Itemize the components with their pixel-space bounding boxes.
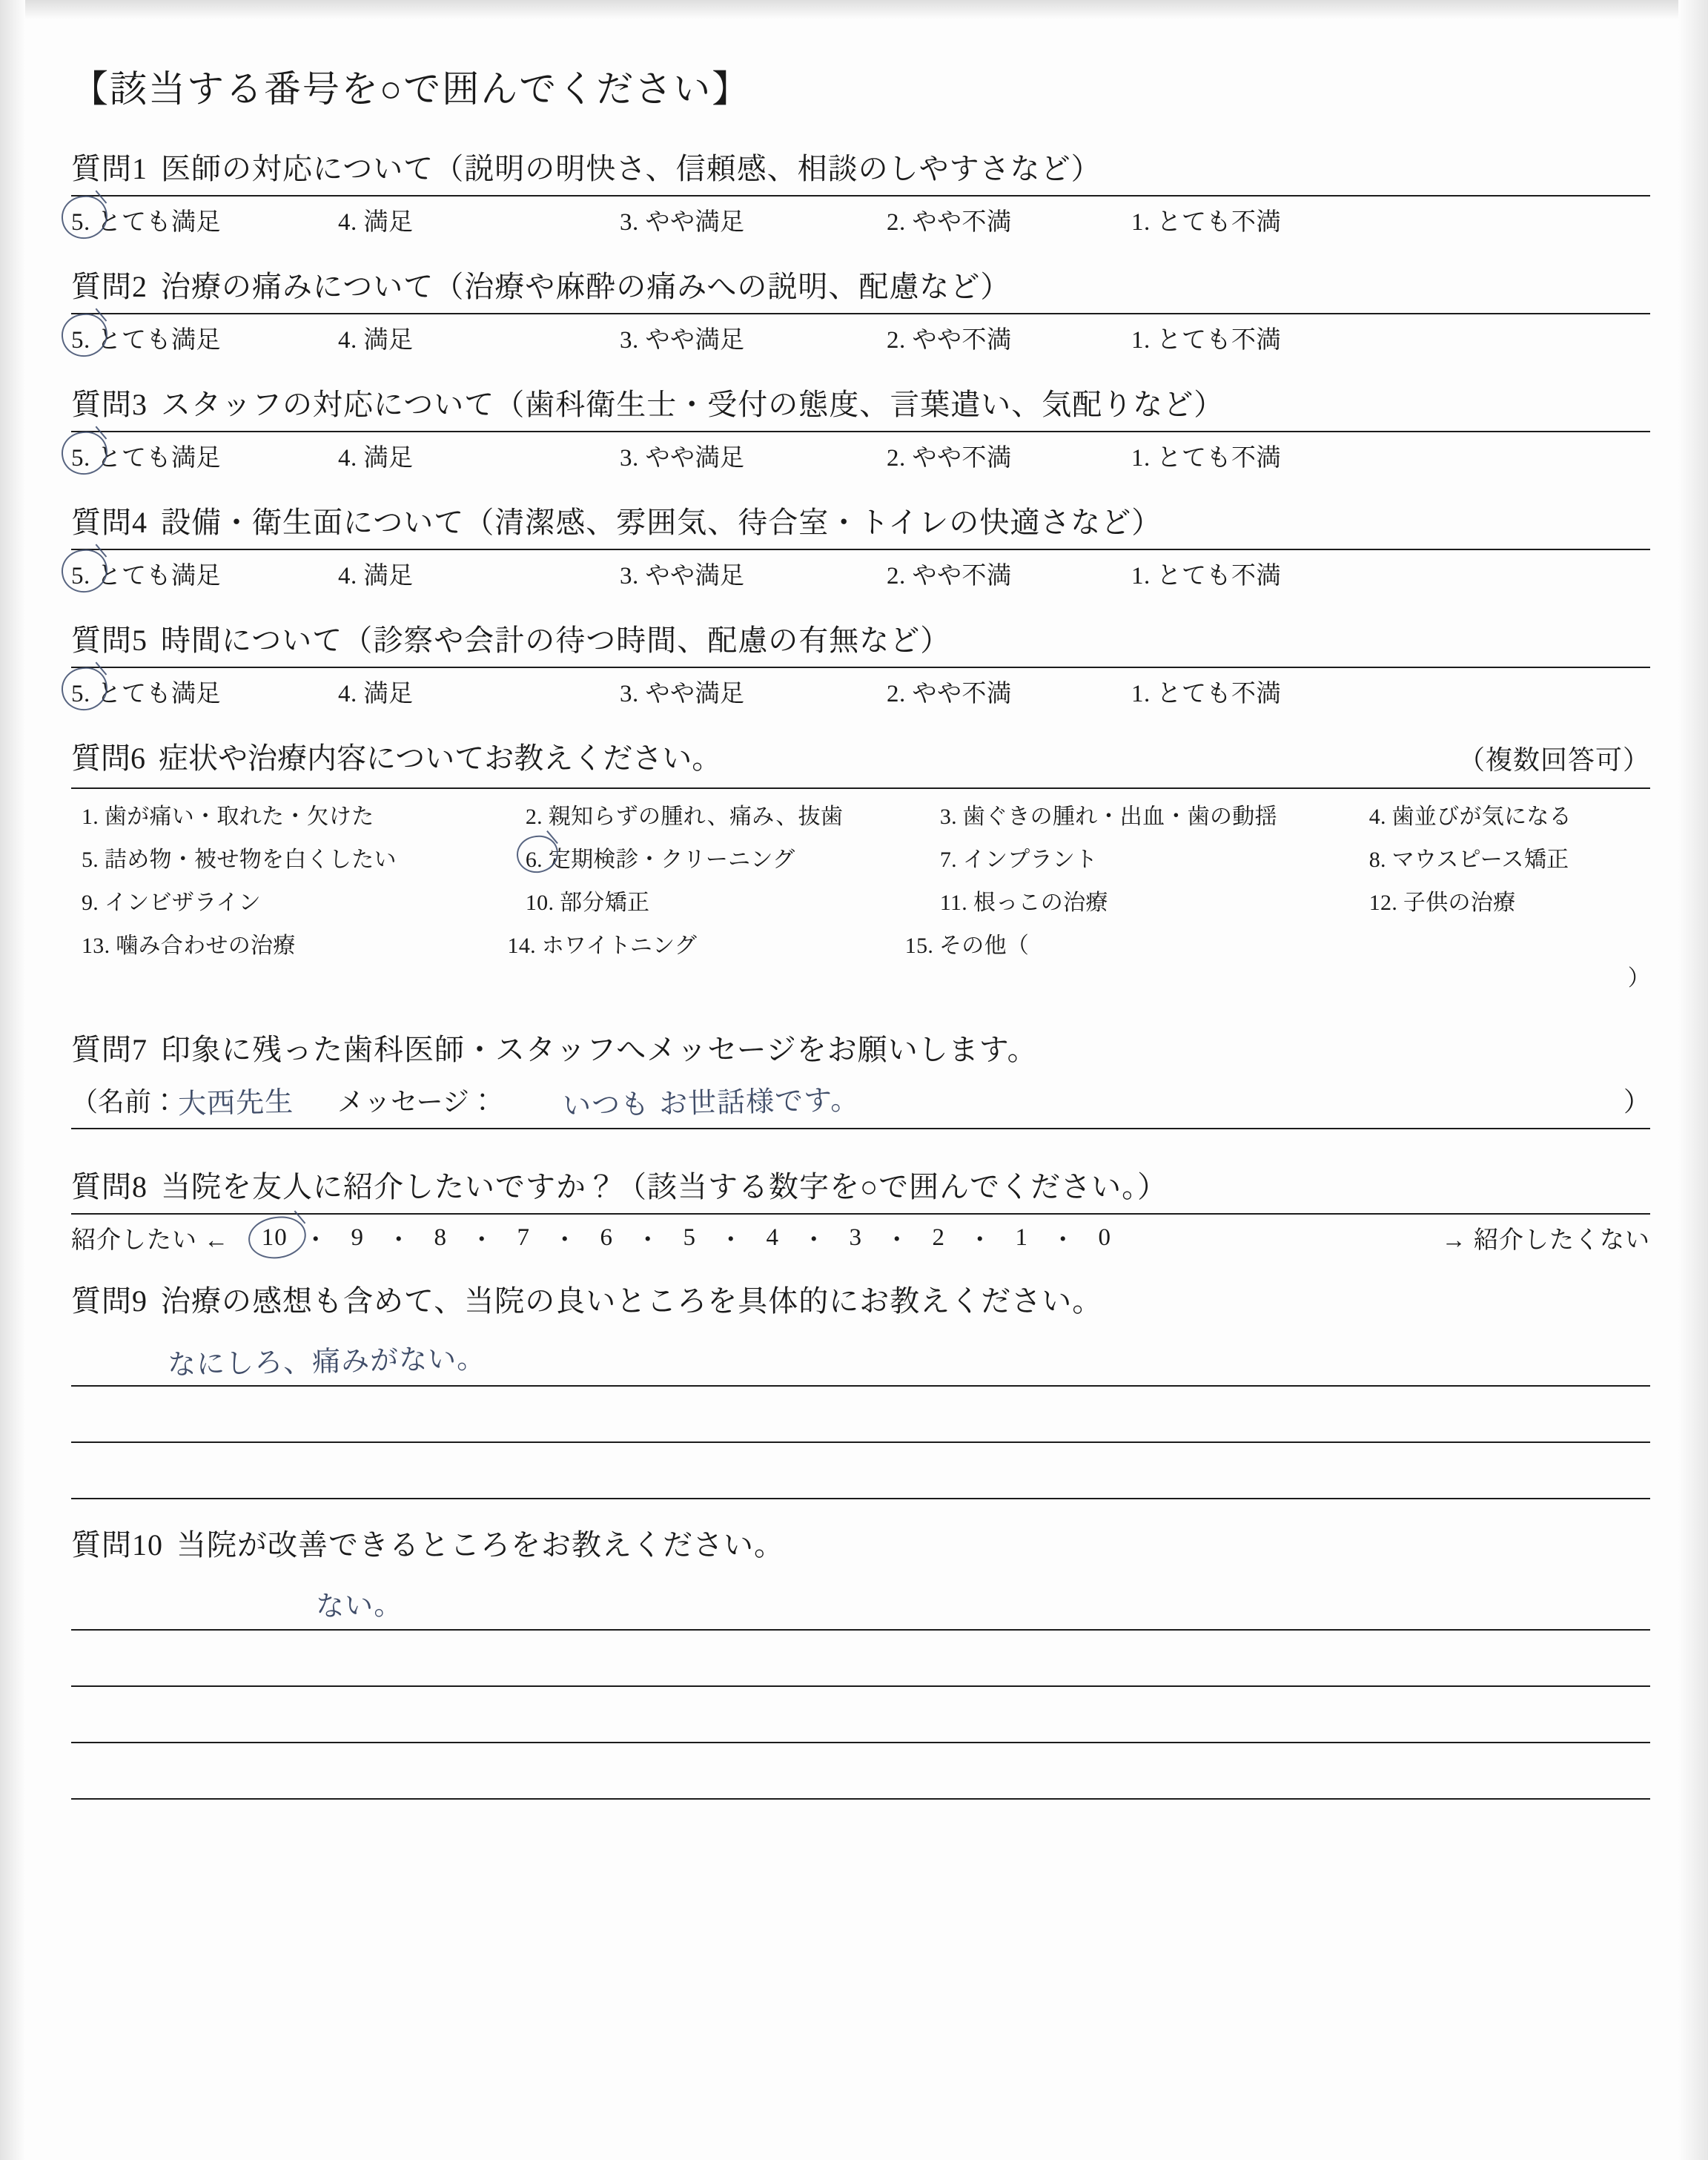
q5-option-2-label: 2. やや不満 bbox=[887, 681, 1012, 707]
question-block-6 bbox=[71, 735, 1650, 992]
q2-option-4[interactable] bbox=[338, 320, 620, 355]
question-2-rating-row bbox=[71, 313, 1650, 363]
q6-choice-4[interactable]: 4. 歯並びが気になる bbox=[1368, 805, 1572, 829]
question-7-answer-row bbox=[71, 1076, 1650, 1129]
q8-scale-10[interactable] bbox=[259, 1224, 290, 1252]
q6-choice-6-label: 6. 定期検診・クリーニング bbox=[525, 848, 795, 872]
q7-close-paren: ） bbox=[1623, 1086, 1650, 1117]
scale-separator: ・ bbox=[884, 1227, 910, 1254]
question-1-text: 医師の対応について（説明の明快さ、信頼感、相談のしやすさなど） bbox=[161, 152, 1102, 185]
choice-row bbox=[71, 798, 1650, 830]
q1-option-2[interactable] bbox=[887, 202, 1131, 237]
question-1-heading bbox=[71, 145, 1650, 188]
q6-choice-5[interactable]: 5. 詰め物・被せ物を白くしたい bbox=[82, 848, 397, 872]
q2-option-3-label: 3. やや満足 bbox=[620, 327, 745, 354]
q3-option-2[interactable] bbox=[887, 438, 1131, 473]
q8-scale-8[interactable]: 8 bbox=[434, 1224, 447, 1251]
question-2-text: 治療の痛みについて（治療や麻酔の痛みへの説明、配慮など） bbox=[161, 270, 1011, 303]
q8-scale-1[interactable]: 1 bbox=[1015, 1224, 1028, 1251]
question-8-label: 質問8 bbox=[71, 1170, 148, 1203]
q7-name-prefix: （名前： bbox=[71, 1086, 179, 1117]
question-block-8 bbox=[71, 1163, 1650, 1255]
q4-option-4[interactable] bbox=[338, 556, 620, 591]
question-6-label: 質問6 bbox=[71, 742, 145, 775]
question-6-note: （複数回答可） bbox=[1457, 745, 1650, 775]
q8-scale-6[interactable]: 6 bbox=[600, 1224, 613, 1251]
question-7-text: 印象に残った歯科医師・スタッフへメッセージをお願いします。 bbox=[161, 1033, 1038, 1066]
q2-option-4-label: 4. 満足 bbox=[338, 327, 414, 354]
question-9-text: 治療の感想も含めて、当院の良いところを具体的にお教えください。 bbox=[161, 1284, 1103, 1318]
q6-choice-10[interactable]: 10. 部分矯正 bbox=[525, 891, 650, 915]
q8-scale-10-label: 10 bbox=[261, 1224, 288, 1251]
question-block-7 bbox=[71, 1026, 1650, 1129]
q8-scale-5[interactable]: 5 bbox=[683, 1224, 696, 1251]
q7-name-input[interactable] bbox=[178, 1080, 337, 1120]
q1-option-3[interactable] bbox=[620, 202, 887, 237]
q6-other-close-paren: ） bbox=[1627, 966, 1650, 991]
question-6-text: 症状や治療内容についてお教えください。 bbox=[159, 742, 722, 775]
q6-choice-15[interactable] bbox=[905, 927, 1650, 992]
q3-option-2-label: 2. やや不満 bbox=[887, 445, 1012, 472]
q2-option-2-label: 2. やや不満 bbox=[887, 327, 1012, 354]
q8-scale bbox=[259, 1221, 1420, 1255]
q7-message-prefix: メッセージ： bbox=[337, 1086, 496, 1117]
choice-row bbox=[71, 927, 1650, 992]
q9-answer-value: なにしろ、痛みがない。 bbox=[167, 1341, 486, 1381]
q3-option-3-label: 3. やや満足 bbox=[620, 445, 745, 472]
question-2-heading bbox=[71, 263, 1650, 305]
q9-answer-line-3[interactable] bbox=[71, 1443, 1650, 1499]
q5-option-1[interactable] bbox=[1131, 674, 1450, 709]
page-title: 【該当する番号を○で囲んでください】 bbox=[71, 68, 751, 110]
q6-choice-14[interactable]: 14. ホワイトニング bbox=[507, 934, 698, 958]
q8-left-label: 紹介したい ← bbox=[71, 1227, 230, 1254]
q8-scale-7[interactable]: 7 bbox=[517, 1224, 530, 1251]
q4-option-1[interactable] bbox=[1131, 556, 1450, 591]
q10-answer-line-3[interactable] bbox=[71, 1687, 1650, 1743]
question-3-heading bbox=[71, 381, 1650, 423]
question-block-9 bbox=[71, 1278, 1650, 1499]
q6-choice-12[interactable]: 12. 子供の治療 bbox=[1368, 891, 1516, 915]
question-4-label: 質問4 bbox=[71, 506, 148, 539]
q4-option-1-label: 1. とても不満 bbox=[1131, 563, 1281, 589]
q1-option-5-label: 5. とても満足 bbox=[71, 209, 221, 236]
q1-option-1-label: 1. とても不満 bbox=[1131, 209, 1281, 236]
q6-choice-6[interactable] bbox=[526, 841, 940, 873]
scale-separator: ・ bbox=[386, 1227, 412, 1254]
question-block-5 bbox=[71, 617, 1650, 717]
question-9-label: 質問9 bbox=[71, 1284, 148, 1318]
scan-edge-left bbox=[0, 0, 25, 2160]
question-10-label: 質問10 bbox=[71, 1528, 163, 1562]
scale-separator: ・ bbox=[801, 1227, 827, 1254]
q5-option-5[interactable] bbox=[71, 674, 338, 709]
q2-option-2[interactable] bbox=[887, 320, 1131, 355]
question-5-heading bbox=[71, 617, 1650, 659]
q1-option-4[interactable] bbox=[338, 202, 620, 237]
q9-answer-line-1[interactable] bbox=[71, 1330, 1650, 1387]
question-5-rating-row bbox=[71, 667, 1650, 717]
q2-option-1-label: 1. とても不満 bbox=[1131, 327, 1281, 354]
scale-separator: ・ bbox=[635, 1227, 661, 1254]
scale-separator: ・ bbox=[303, 1227, 329, 1254]
q8-scale-0[interactable]: 0 bbox=[1098, 1224, 1111, 1251]
question-block-2 bbox=[71, 263, 1650, 363]
q1-option-1[interactable] bbox=[1131, 202, 1450, 237]
question-5-text: 時間について（診察や会計の待つ時間、配慮の有無など） bbox=[161, 624, 951, 657]
q8-scale-2[interactable]: 2 bbox=[932, 1224, 945, 1251]
q6-choice-11[interactable]: 11. 根っこの治療 bbox=[939, 891, 1108, 915]
q6-choice-8[interactable]: 8. マウスピース矯正 bbox=[1368, 848, 1569, 872]
q8-scale-3[interactable]: 3 bbox=[849, 1224, 862, 1251]
q4-option-3[interactable] bbox=[620, 556, 887, 591]
question-3-rating-row bbox=[71, 431, 1650, 481]
question-4-text: 設備・衛生面について（清潔感、雰囲気、待合室・トイレの快適さなど） bbox=[161, 506, 1162, 539]
q10-answer-line-2[interactable] bbox=[71, 1631, 1650, 1687]
q10-answer-line-1[interactable] bbox=[71, 1574, 1650, 1631]
q3-option-5[interactable] bbox=[71, 438, 338, 473]
question-8-heading bbox=[71, 1163, 1650, 1206]
q10-answer-line-4[interactable] bbox=[71, 1743, 1650, 1800]
q3-option-1-label: 1. とても不満 bbox=[1131, 445, 1281, 472]
q5-option-1-label: 1. とても不満 bbox=[1131, 681, 1281, 707]
q4-option-5-label: 5. とても満足 bbox=[71, 563, 221, 589]
q2-option-1[interactable] bbox=[1131, 320, 1450, 355]
q7-message-input[interactable] bbox=[496, 1080, 1623, 1120]
question-3-text: スタッフの対応について（歯科衛生士・受付の態度、言葉遣い、気配りなど） bbox=[161, 388, 1225, 421]
question-9-answer-lines bbox=[71, 1330, 1650, 1499]
scale-separator: ・ bbox=[469, 1227, 495, 1254]
q4-option-5[interactable] bbox=[71, 556, 338, 591]
q4-option-4-label: 4. 満足 bbox=[338, 563, 414, 589]
scale-separator: ・ bbox=[552, 1227, 578, 1254]
q4-option-2-label: 2. やや不満 bbox=[887, 563, 1012, 589]
q3-option-4-label: 4. 満足 bbox=[338, 445, 414, 472]
q4-option-2[interactable] bbox=[887, 556, 1131, 591]
q6-choice-7[interactable]: 7. インプラント bbox=[939, 848, 1098, 872]
question-block-4 bbox=[71, 499, 1650, 599]
question-block-1 bbox=[71, 145, 1650, 245]
question-block-3 bbox=[71, 381, 1650, 481]
question-4-heading bbox=[71, 499, 1650, 541]
q6-choice-3[interactable]: 3. 歯ぐきの腫れ・出血・歯の動揺 bbox=[939, 805, 1277, 829]
q1-option-2-label: 2. やや不満 bbox=[887, 209, 1012, 236]
survey-content bbox=[71, 44, 1650, 1817]
question-7-heading bbox=[71, 1026, 1650, 1069]
q4-option-3-label: 3. やや満足 bbox=[620, 563, 745, 589]
q5-option-3-label: 3. やや満足 bbox=[620, 681, 745, 707]
q3-option-5-label: 5. とても満足 bbox=[71, 445, 221, 472]
q6-choice-13[interactable]: 13. 噛み合わせの治療 bbox=[82, 934, 296, 958]
q5-option-5-label: 5. とても満足 bbox=[71, 681, 221, 707]
choice-row bbox=[71, 841, 1650, 873]
scale-separator: ・ bbox=[967, 1227, 993, 1254]
question-6-choices bbox=[71, 787, 1650, 992]
question-block-10 bbox=[71, 1522, 1650, 1800]
q5-option-2[interactable] bbox=[887, 674, 1131, 709]
scan-edge-right bbox=[1678, 0, 1708, 2160]
q1-option-5[interactable] bbox=[71, 202, 338, 237]
question-5-label: 質問5 bbox=[71, 624, 148, 657]
scale-separator: ・ bbox=[1050, 1227, 1076, 1254]
scan-edge-top bbox=[0, 0, 1708, 19]
question-10-text: 当院が改善できるところをお教えください。 bbox=[176, 1528, 784, 1562]
scale-separator: ・ bbox=[718, 1227, 744, 1254]
q2-option-5[interactable] bbox=[71, 320, 338, 355]
q5-option-3[interactable] bbox=[620, 674, 887, 709]
question-1-label: 質問1 bbox=[71, 152, 148, 185]
question-9-heading bbox=[71, 1278, 1650, 1320]
question-1-rating-row bbox=[71, 195, 1650, 245]
q2-option-5-label: 5. とても満足 bbox=[71, 327, 221, 354]
q3-option-4[interactable] bbox=[338, 438, 620, 473]
q6-choice-9[interactable]: 9. インビザライン bbox=[82, 891, 262, 915]
question-3-label: 質問3 bbox=[71, 388, 148, 421]
question-10-heading bbox=[71, 1522, 1650, 1564]
question-6-title bbox=[71, 735, 721, 777]
question-10-answer-lines bbox=[71, 1574, 1650, 1800]
q10-answer-value: ない。 bbox=[315, 1588, 403, 1623]
q7-message-value: いつも お世話様です。 bbox=[562, 1083, 860, 1122]
q5-option-4-label: 4. 満足 bbox=[338, 681, 414, 707]
q7-name-value: 大西先生 bbox=[177, 1084, 294, 1120]
q8-scale-9[interactable]: 9 bbox=[351, 1224, 364, 1251]
question-4-rating-row bbox=[71, 549, 1650, 599]
q1-option-4-label: 4. 満足 bbox=[338, 209, 414, 236]
question-8-text: 当院を友人に紹介したいですか？（該当する数字を○で囲んでください。） bbox=[161, 1170, 1168, 1203]
q9-answer-line-2[interactable] bbox=[71, 1387, 1650, 1443]
q3-option-1[interactable] bbox=[1131, 438, 1450, 473]
q1-option-3-label: 3. やや満足 bbox=[620, 209, 745, 236]
q8-right-label: → 紹介したくない bbox=[1441, 1227, 1650, 1254]
q3-option-3[interactable] bbox=[620, 438, 887, 473]
q6-choice-1[interactable]: 1. 歯が痛い・取れた・欠けた bbox=[82, 805, 374, 829]
question-8-scale-row bbox=[71, 1213, 1650, 1255]
q8-scale-4[interactable]: 4 bbox=[766, 1224, 779, 1251]
question-6-heading bbox=[71, 735, 1650, 777]
q6-choice-15-label: 15. その他（ bbox=[904, 934, 1030, 958]
question-2-label: 質問2 bbox=[71, 270, 148, 303]
q6-choice-2[interactable]: 2. 親知らずの腫れ、痛み、抜歯 bbox=[525, 805, 844, 829]
choice-row bbox=[71, 884, 1650, 916]
question-7-label: 質問7 bbox=[71, 1033, 148, 1066]
q5-option-4[interactable] bbox=[338, 674, 620, 709]
q2-option-3[interactable] bbox=[620, 320, 887, 355]
